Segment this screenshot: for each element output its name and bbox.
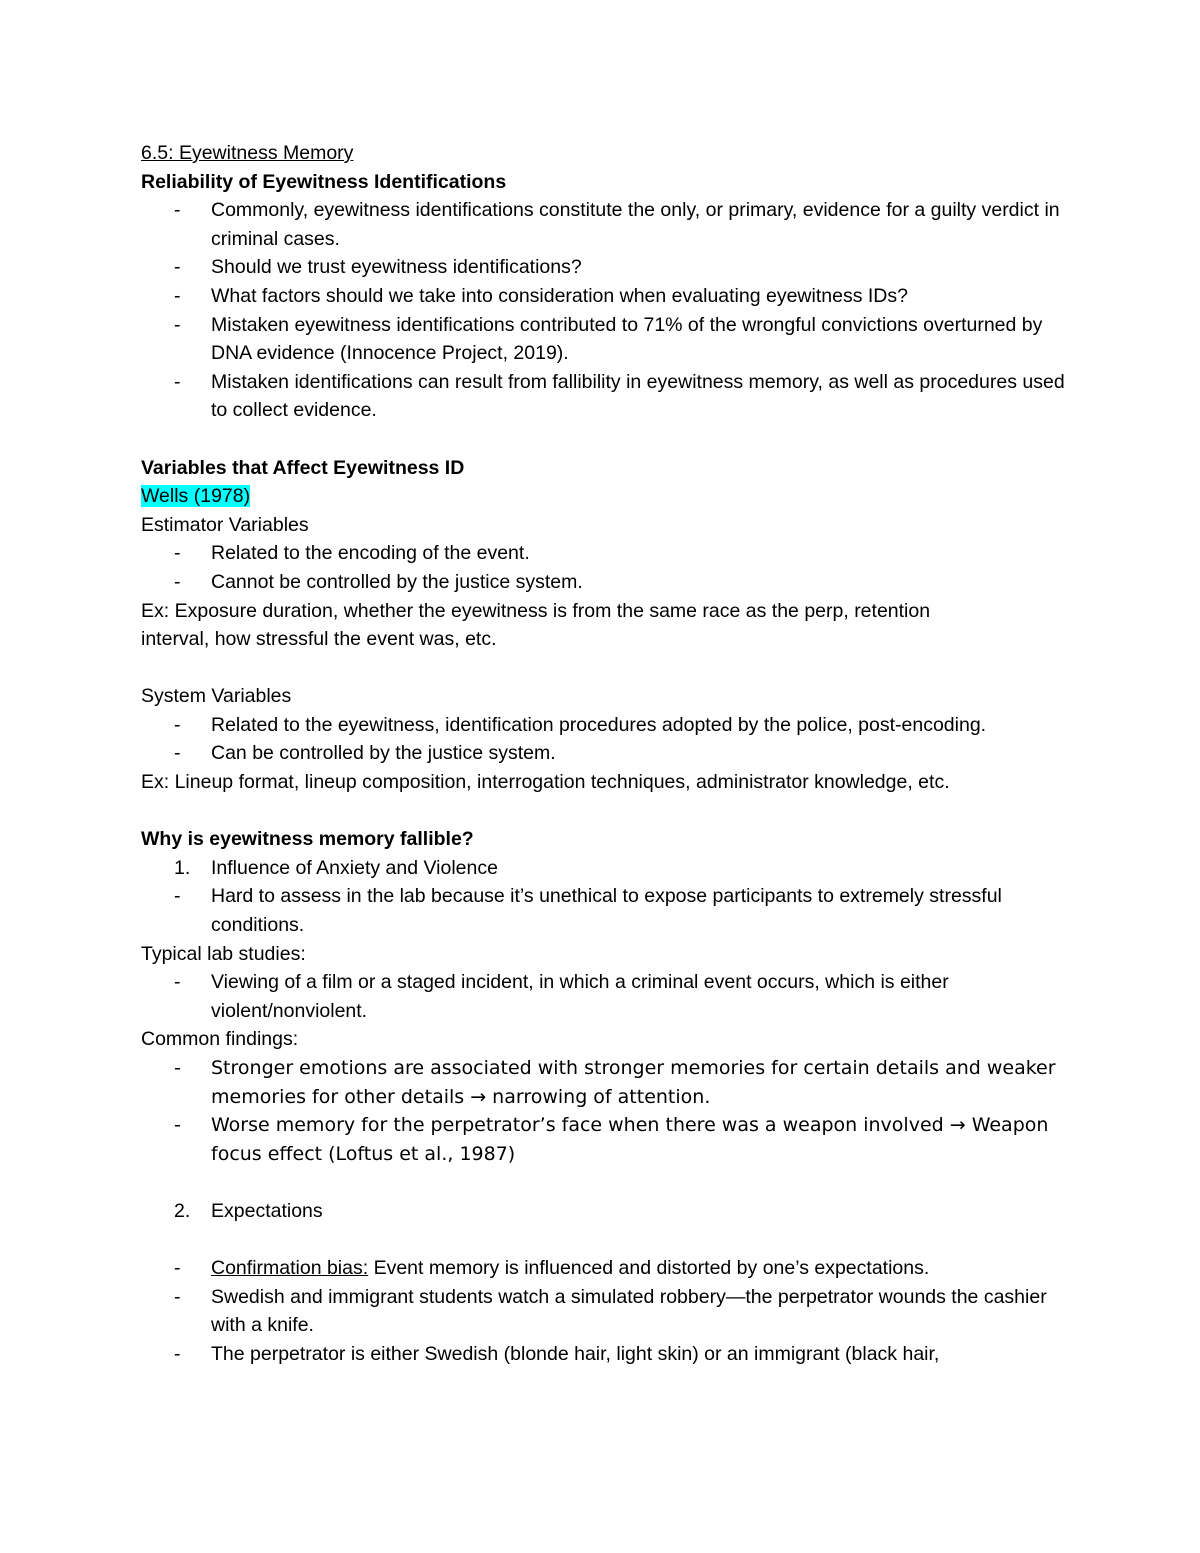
list-item [141,882,1071,939]
list-item [141,282,1071,311]
bullet-marker: - [174,1342,181,1365]
bullet-marker: - [174,199,181,222]
confirmation-bias-text: Event memory is influenced and distorted by one’s expectations. [368,1257,930,1280]
confirmation-bias-term: Confirmation bias: [211,1257,369,1280]
list-item [141,739,1071,768]
blank-line [141,654,1071,683]
list-item-text: Swedish and immigrant students watch a simulated robbery—the perpetrator wounds the cashier with a knife. [211,1285,1047,1337]
list-item-text: Mistaken identifications can result from fallibility in eyewitness memory, as well as procedures used to collect evidence. [211,370,1065,422]
list-item [141,1283,1071,1340]
system-label: System Variables [141,685,292,708]
estimator-example-line2: interval, how stressful the event was, etc. [141,628,497,651]
list-item [141,1340,1071,1369]
reliability-heading: Reliability of Eyewitness Identifications [141,170,507,193]
bullet-marker: - [174,1257,181,1280]
bullet-marker: - [174,1057,181,1079]
highlighted-citation: Wells (1978) [141,485,251,508]
list-item [141,1254,1071,1283]
bullet-marker: - [174,313,181,336]
list-item-text: Mistaken eyewitness identifications contributed to 71% of the wrongful convictions overturned by DNA evidence (Innocence Project, 2019). [211,313,1043,365]
blank-line [141,1168,1071,1197]
typical-label: Typical lab studies: [141,942,306,965]
list-item [141,539,1071,568]
variables-heading: Variables that Affect Eyewitness ID [141,456,465,479]
list-item [141,253,1071,282]
system-example: Ex: Lineup format, lineup composition, interrogation techniques, administrator knowledge, etc. [141,771,950,794]
list-item [141,968,1071,1025]
list-item-text: Hard to assess in the lab because it’s unethical to expose participants to extremely stressful conditions. [211,885,1002,937]
list-item-text: Viewing of a film or a staged incident, in which a criminal event occurs, which is either violent/nonviolent. [211,971,949,1022]
list-item [141,1054,1071,1111]
estimator-label: Estimator Variables [141,513,309,536]
number-marker: 2. [174,1199,191,1222]
numbered-item [141,854,1071,883]
bullet-marker: - [174,1285,181,1308]
list-item-text: Stronger emotions are associated with stronger memories for certain details and weaker memories for other details → narrowing of attention. [211,1057,1056,1108]
list-item-text: The perpetrator is either Swedish (blonde hair, light skin) or an immigrant (black hair, [211,1342,940,1365]
list-item-text: Worse memory for the perpetrator’s face when there was a weapon involved → Weapon focus effect (Loftus et al., 1987) [211,1114,1049,1165]
number-marker: 1. [174,856,191,879]
bullet-marker: - [174,370,181,393]
list-item [141,311,1071,368]
numbered-item-text: Influence of Anxiety and Violence [211,856,498,879]
document-page [141,139,1071,1369]
list-item-text: Commonly, eyewitness identifications constitute the only, or primary, evidence for a guilty verdict in criminal cases. [211,199,1060,250]
list-item [141,568,1071,597]
blank-line [141,1226,1071,1255]
section-title: 6.5: Eyewitness Memory [141,142,354,164]
list-item [141,711,1071,740]
list-item [141,1111,1071,1168]
blank-line [141,797,1071,826]
bullet-marker: - [174,570,181,593]
bullet-marker: - [174,971,181,994]
list-item-text: Can be controlled by the justice system. [211,742,556,765]
blank-line [141,425,1071,454]
bullet-marker: - [174,885,181,908]
list-item-text: What factors should we take into consideration when evaluating eyewitness IDs? [211,284,908,307]
fallible-heading: Why is eyewitness memory fallible? [141,828,474,851]
list-item [141,196,1071,253]
list-item-text: Related to the encoding of the event. [211,542,530,565]
bullet-marker: - [174,284,181,307]
list-item [141,368,1071,425]
numbered-item [141,1197,1071,1226]
estimator-example-line1: Ex: Exposure duration, whether the eyewitness is from the same race as the perp, retention [141,599,931,622]
list-item-text: Cannot be controlled by the justice system. [211,570,583,593]
list-item-text: Should we trust eyewitness identifications? [211,256,582,279]
list-item-text: Related to the eyewitness, identification procedures adopted by the police, post-encoding. [211,713,987,736]
bullet-marker: - [174,256,181,279]
numbered-item-text: Expectations [211,1199,323,1222]
bullet-marker: - [174,713,181,736]
bullet-marker: - [174,1114,181,1137]
findings-label: Common findings: [141,1028,299,1051]
bullet-marker: - [174,742,181,765]
bullet-marker: - [174,542,181,565]
